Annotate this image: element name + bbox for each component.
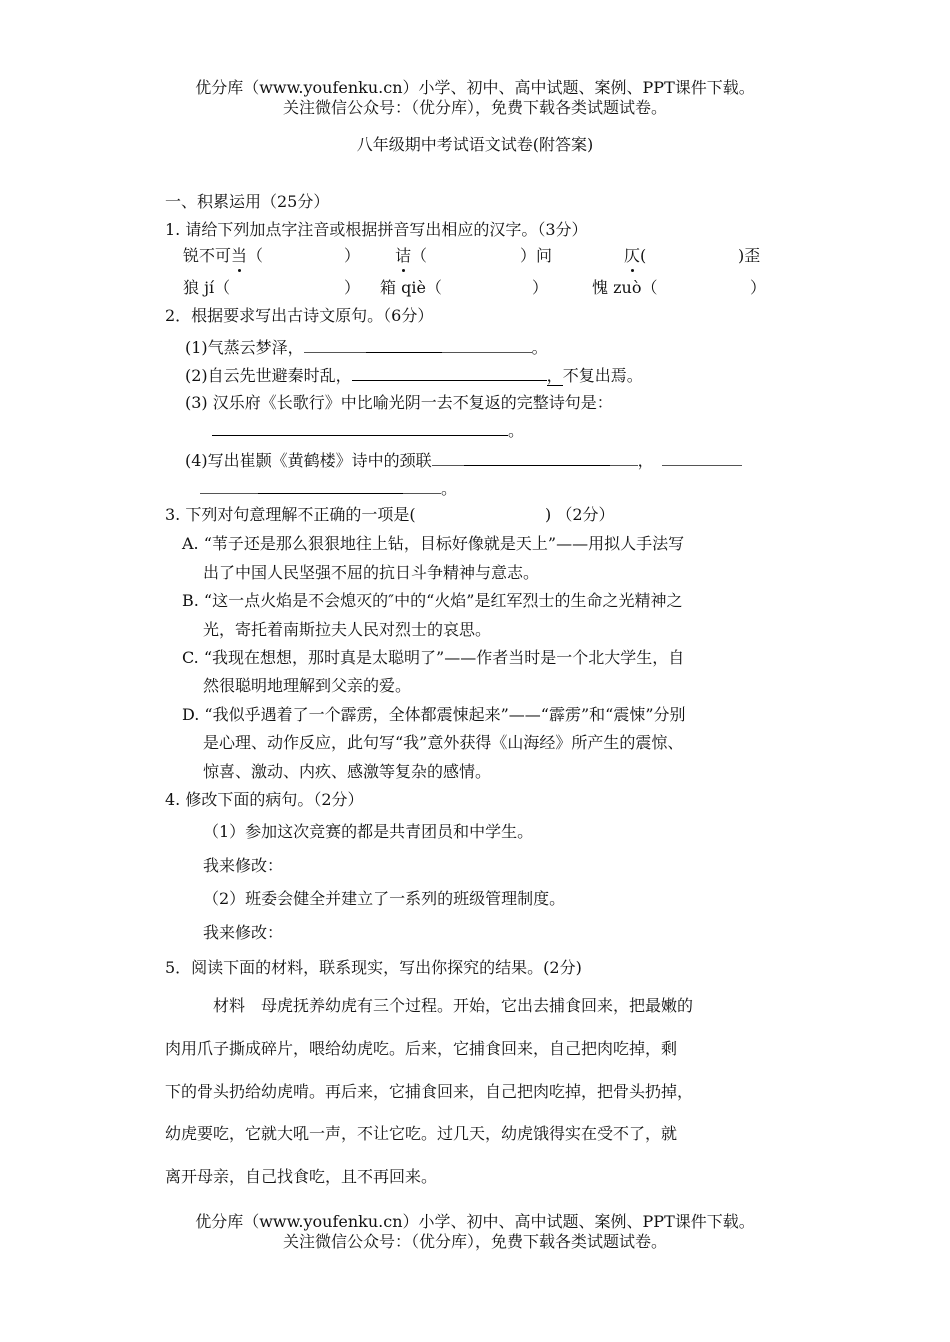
footer-line-2: 关注微信公众号：（优分库），免费下载各类试题试卷。 xyxy=(282,1232,667,1251)
q3-option-a-line-1: A. “苇子还是那么狠狠地往上钻，目标好像就是天上”——用拟人手法写 xyxy=(182,534,685,553)
q1-word-2-close: ）问 xyxy=(520,246,553,265)
q5-stem: 5．阅读下面的材料，联系现实，写出你探究的结果。(2分) xyxy=(165,958,582,977)
q1-stem: 1. 请给下列加点字注音或根据拼音写出相应的汉字。（3分） xyxy=(165,220,588,239)
q1-word-6-close: ） xyxy=(750,278,767,297)
q4-fix-2: 我来修改： xyxy=(203,923,284,942)
q2-stem: 2．根据要求写出古诗文原句。（6分） xyxy=(165,306,434,325)
q3-option-b-line-1: B. “这一点火焰是不会熄灭的″中的“火焰”是红军烈士的生命之光精神之 xyxy=(182,591,683,610)
q3-option-d-line-1: D. “我似乎遇着了一个霹雳，全体都震悚起来”——“霹雳”和“震悚”分别 xyxy=(182,705,686,724)
header-line-1: 优分库（www.youfenku.cn）小学、初中、高中试题、案例、PPT课件下载。 xyxy=(195,78,755,97)
q3-option-c-line-1: C. “我现在想想，那时真是太聪明了”——作者当时是一个北大学生，自 xyxy=(182,648,685,667)
q1-word-5: 箱 qiè（ xyxy=(380,278,442,297)
q5-material-line-4: 幼虎要吃，它就大吼一声，不让它吃。过几天，幼虎饿得实在受不了，就 xyxy=(165,1124,678,1143)
q2-item-3: (3) 汉乐府《长歌行》中比喻光阴一去不复返的完整诗句是： xyxy=(185,393,613,412)
q5-material-line-1: 材料 母虎抚养幼虎有三个过程。开始，它出去捕食回来，把最嫩的 xyxy=(213,996,694,1015)
q4-sentence-2: （2）班委会健全并建立了一系列的班级管理制度。 xyxy=(203,889,566,908)
header-line-2: 关注微信公众号：（优分库），免费下载各类试题试卷。 xyxy=(282,98,667,117)
q2-item-4: (4)写出崔颢《黄鹤楼》诗中的颈联 ， xyxy=(185,451,742,471)
q4-fix-1: 我来修改： xyxy=(203,856,284,875)
footer-line-1: 优分库（www.youfenku.cn）小学、初中、高中试题、案例、PPT课件下载。 xyxy=(195,1212,755,1231)
q1-word-5-close: ） xyxy=(532,278,549,297)
q1-word-4-close: ） xyxy=(344,278,361,297)
q3-stem-close: ) （2分） xyxy=(545,505,615,524)
q1-word-4: 狼 jí（ xyxy=(183,278,231,297)
q2-item-2: (2)自云先世避秦时乱， ，不复出焉。 xyxy=(185,366,643,385)
q3-stem: 3. 下列对句意理解不正确的一项是( xyxy=(165,505,416,524)
q1-word-6: 愧 zuò（ xyxy=(592,278,658,297)
q1-word-3-close: )歪 xyxy=(738,246,761,265)
q3-option-d-line-2: 是心理、动作反应，此句写“我”意外获得《山海经》所产生的震惊、 xyxy=(203,733,684,752)
q2-item-3-blank: 。 xyxy=(212,421,524,441)
q2-item-4-blank: 。 xyxy=(200,479,457,499)
q5-material-line-5: 离开母亲，自己找食吃，且不再回来。 xyxy=(165,1167,438,1186)
q5-material-line-3: 下的骨头扔给幼虎啃。再后来，它捕食回来，自己把肉吃掉，把骨头扔掉， xyxy=(165,1082,694,1101)
q3-option-b-line-2: 光，寄托着南斯拉夫人民对烈士的哀思。 xyxy=(203,620,492,639)
section-heading: 一、积累运用（25分） xyxy=(165,192,330,211)
q1-word-2: 诘（ xyxy=(395,246,428,265)
q5-material-line-2: 肉用爪子撕成碎片，喂给幼虎吃。后来，它捕食回来，自己把肉吃掉，剩 xyxy=(165,1039,678,1058)
q2-item-1: (1)气蒸云梦泽， 。 xyxy=(185,338,548,357)
q1-word-1-close: ） xyxy=(344,246,361,265)
q1-word-1: 锐不可当（ xyxy=(183,246,264,265)
q3-option-a-line-2: 出了中国人民坚强不屈的抗日斗争精神与意志。 xyxy=(203,563,540,582)
q3-option-d-line-3: 惊喜、激动、内疚、感激等复杂的感情。 xyxy=(203,762,492,781)
page-title: 八年级期中考试语文试卷(附答案) xyxy=(356,135,594,154)
q3-option-c-line-2: 然很聪明地理解到父亲的爱。 xyxy=(203,676,412,695)
q1-word-3: 仄( xyxy=(624,246,647,265)
q4-sentence-1: （1）参加这次竞赛的都是共青团员和中学生。 xyxy=(203,822,534,841)
q4-stem: 4. 修改下面的病句。（2分） xyxy=(165,790,364,809)
